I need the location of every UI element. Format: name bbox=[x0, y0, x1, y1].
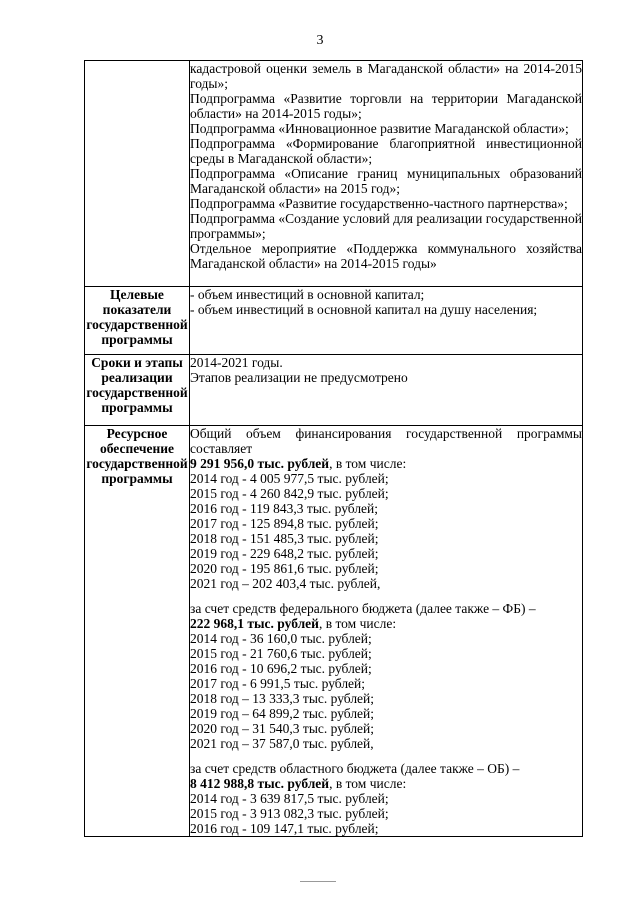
program-passport-table bbox=[84, 60, 583, 837]
page-number: 3 bbox=[316, 33, 324, 48]
subprogram-item: Подпрограмма «Инновационное развитие Магаданской области»; bbox=[190, 121, 569, 136]
total-year: 2016 год - 119 843,3 тыс. рублей; bbox=[190, 501, 379, 516]
federal-year: 2014 год - 36 160,0 тыс. рублей; bbox=[190, 631, 372, 646]
total-year: 2021 год – 202 403,4 тыс. рублей, bbox=[190, 576, 381, 591]
federal-year: 2015 год - 21 760,6 тыс. рублей; bbox=[190, 646, 372, 661]
federal-year: 2017 год - 6 991,5 тыс. рублей; bbox=[190, 676, 366, 691]
regional-year: 2014 год - 3 639 817,5 тыс. рублей; bbox=[190, 791, 389, 806]
regional-suffix: , в том числе: bbox=[329, 776, 407, 791]
federal-year: 2020 год – 31 540,3 тыс. рублей; bbox=[190, 721, 375, 736]
footer-rule bbox=[300, 881, 336, 882]
target-item: - объем инвестиций в основной капитал; bbox=[190, 287, 425, 302]
federal-year: 2018 год – 13 333,3 тыс. рублей; bbox=[190, 691, 375, 706]
subprogram-item: Подпрограмма «Развитие государственно-частного партнерства»; bbox=[190, 196, 568, 211]
row-targets bbox=[85, 287, 583, 355]
terms-item: 2014-2021 годы. bbox=[190, 355, 283, 370]
regional-year: 2015 год - 3 913 082,3 тыс. рублей; bbox=[190, 806, 389, 821]
regional-amount-line bbox=[190, 776, 582, 791]
resources-label: Ресурсное обеспечение государственной программы bbox=[85, 426, 190, 837]
terms-label: Сроки и этапы реализации государственной программы bbox=[85, 355, 190, 426]
row-resources bbox=[85, 426, 583, 837]
subprograms-content-cell bbox=[190, 61, 583, 287]
total-intro: Общий объем финансирования государственной программы составляет bbox=[190, 426, 582, 456]
federal-amount: 222 968,1 тыс. рублей bbox=[190, 616, 319, 631]
total-year: 2020 год - 195 861,6 тыс. рублей; bbox=[190, 561, 379, 576]
federal-year: 2016 год - 10 696,2 тыс. рублей; bbox=[190, 661, 372, 676]
targets-content-cell bbox=[190, 287, 583, 355]
regional-intro: за счет средств областного бюджета (далее также – ОБ) – bbox=[190, 761, 520, 776]
subprogram-item: Подпрограмма «Развитие торговли на территории Магаданской области» на 2014-2015 годы»; bbox=[190, 91, 582, 121]
federal-suffix: , в том числе: bbox=[318, 616, 397, 631]
row-subprograms bbox=[85, 61, 583, 287]
subprogram-item: Отдельное мероприятие «Поддержка коммунального хозяйства Магаданской области» на 2014-2015 годы» bbox=[190, 241, 582, 271]
resources-content-cell bbox=[190, 426, 583, 837]
total-year: 2014 год - 4 005 977,5 тыс. рублей; bbox=[190, 471, 389, 486]
subprogram-item: Подпрограмма «Формирование благоприятной инвестиционной среды в Магаданской области»; bbox=[190, 136, 582, 166]
total-year: 2019 год - 229 648,2 тыс. рублей; bbox=[190, 546, 379, 561]
subprograms-label-cell bbox=[85, 61, 190, 287]
federal-intro: за счет средств федерального бюджета (далее также – ФБ) – bbox=[190, 601, 536, 616]
terms-content-cell bbox=[190, 355, 583, 426]
total-year: 2017 год - 125 894,8 тыс. рублей; bbox=[190, 516, 379, 531]
regional-amount: 8 412 988,8 тыс. рублей bbox=[190, 776, 330, 791]
federal-year: 2021 год – 37 587,0 тыс. рублей, bbox=[190, 736, 374, 751]
terms-item: Этапов реализации не предусмотрено bbox=[190, 370, 408, 385]
row-terms bbox=[85, 355, 583, 426]
regional-year: 2016 год - 109 147,1 тыс. рублей; bbox=[190, 821, 379, 836]
subprogram-item: кадастровой оценки земель в Магаданской области» на 2014-2015 годы»; bbox=[190, 61, 582, 91]
total-amount: 9 291 956,0 тыс. рублей bbox=[190, 456, 330, 471]
total-suffix: , в том числе: bbox=[329, 456, 407, 471]
total-amount-line bbox=[190, 456, 582, 471]
subprogram-item: Подпрограмма «Описание границ муниципальных образований Магаданской области» на 2015 год»; bbox=[190, 166, 582, 196]
targets-label: Целевые показатели государственной программы bbox=[85, 287, 190, 355]
federal-year: 2019 год – 64 899,2 тыс. рублей; bbox=[190, 706, 375, 721]
federal-amount-line bbox=[190, 616, 582, 631]
subprogram-item: Подпрограмма «Создание условий для реализации государственной программы»; bbox=[190, 211, 582, 241]
total-year: 2015 год - 4 260 842,9 тыс. рублей; bbox=[190, 486, 389, 501]
target-item: - объем инвестиций в основной капитал на душу населения; bbox=[190, 302, 538, 317]
total-year: 2018 год - 151 485,3 тыс. рублей; bbox=[190, 531, 379, 546]
